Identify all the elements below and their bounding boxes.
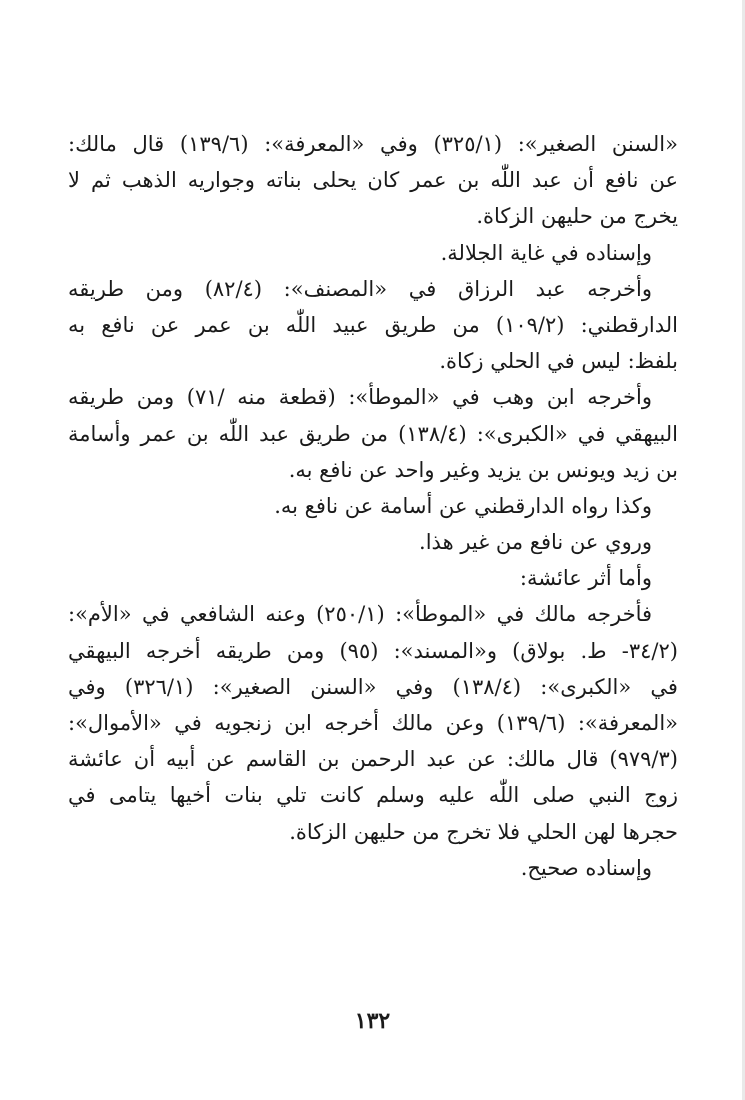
text-line: زوج النبي صلى اللّٰه عليه وسلم كانت تلي بنات أخيها يتامى في	[68, 783, 678, 808]
text-line: وأخرجه ابن وهب في «الموطأ»: (قطعة منه /٧١) ومن طريقه	[68, 385, 652, 410]
text-line: وكذا رواه الدارقطني عن أسامة عن نافع به.	[274, 493, 652, 518]
text-line: في «الكبرى»: (١٣٨/٤) وفي «السنن الصغير»: (٣٢٦/١) وفي	[68, 674, 678, 699]
text-line: يخرج من حليهن الزكاة.	[476, 204, 678, 229]
text-line: وإسناده في غاية الجلالة.	[440, 240, 652, 265]
text-line: (٣٤/٢- ط. بولاق) و«المسند»: (٩٥) ومن طريقه أخرجه البيهقي	[68, 638, 678, 663]
text-line: بلفظ: ليس في الحلي زكاة.	[439, 349, 678, 374]
text-line: فأخرجه مالك في «الموطأ»: (٢٥٠/١) وعنه الشافعي في «الأم»:	[68, 602, 652, 627]
text-line: الدارقطني: (١٠٩/٢) من طريق عبيد اللّٰه بن عمر عن نافع به	[68, 312, 678, 337]
text-line: «السنن الصغير»: (٣٢٥/١) وفي «المعرفة»: (١٣٩/٦) قال مالك:	[68, 132, 678, 156]
text-line: (٩٧٩/٣) قال مالك: عن عبد الرحمن بن القاسم عن أبيه أن عائشة	[68, 747, 678, 772]
text-line: وإسناده صحيح.	[520, 855, 652, 880]
text-line: حجرها لهن الحلي فلا تخرج من حليهن الزكاة.	[289, 819, 678, 844]
text-line: «المعرفة»: (١٣٩/٦) وعن مالك أخرجه ابن زنجويه في «الأموال»:	[68, 711, 679, 735]
page-number: ١٣٢	[354, 1008, 391, 1034]
text-line: وروي عن نافع من غير هذا.	[419, 530, 652, 555]
text-line: عن نافع أن عبد اللّٰه بن عمر كان يحلى بناته وجواريه الذهب ثم لا	[68, 168, 678, 193]
text-line: البيهقي في «الكبرى»: (١٣٨/٤) من طريق عبد اللّٰه بن عمر وأسامة	[68, 421, 678, 446]
text-line: وأخرجه عبد الرزاق في «المصنف»: (٨٢/٤) ومن طريقه	[68, 276, 652, 301]
text-line: بن زيد ويونس بن يزيد وغير واحد عن نافع به.	[288, 457, 678, 482]
body-text	[68, 126, 678, 886]
text-line: وأما أثر عائشة:	[519, 566, 652, 591]
